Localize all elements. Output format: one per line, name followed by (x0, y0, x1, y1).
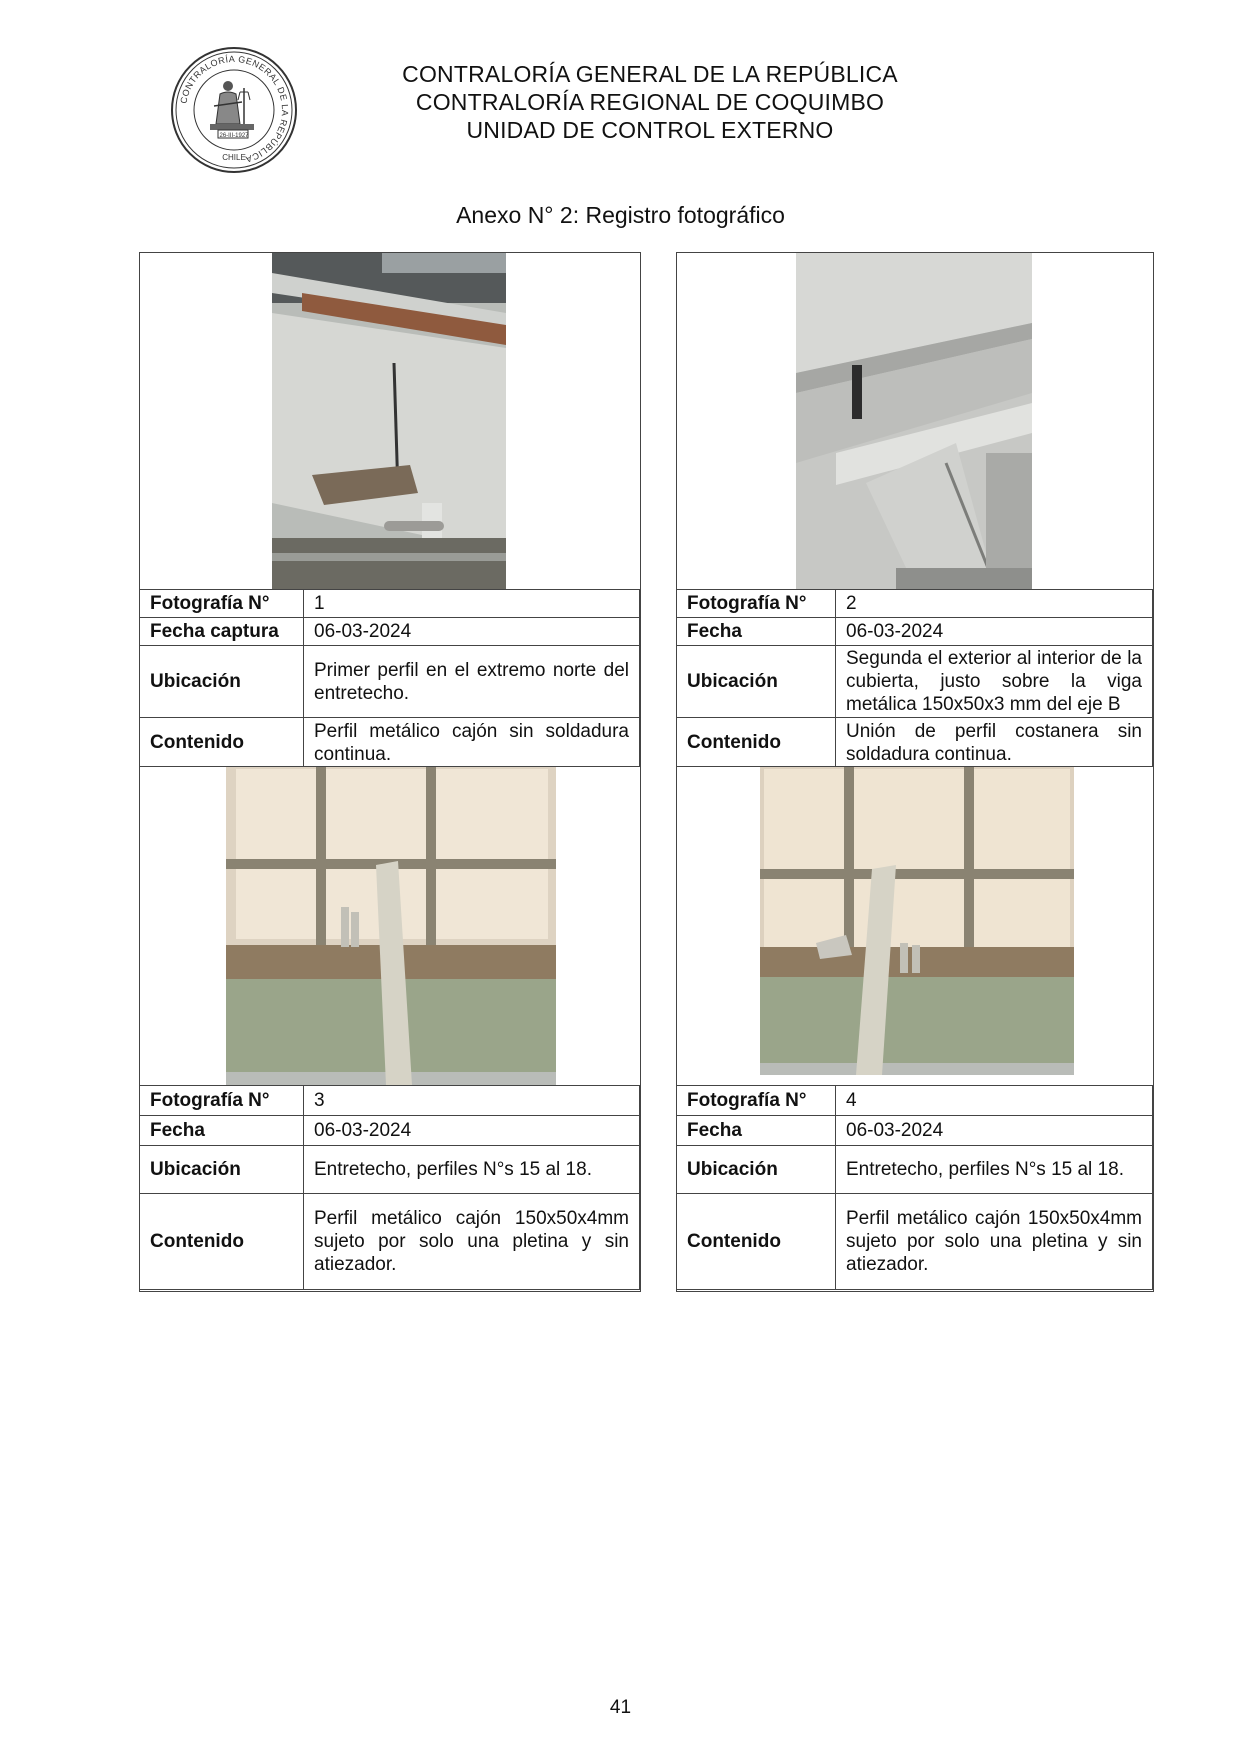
photo-number-label: Fotografía N° (677, 1086, 836, 1116)
photo-1-image (272, 253, 506, 589)
photo-1-info-table (139, 589, 640, 768)
photo-number-value: 1 (304, 590, 640, 618)
page-number: 41 (609, 1697, 632, 1718)
photo-card-4 (676, 766, 1154, 1292)
photo-number-value: 3 (304, 1086, 640, 1116)
content-label: Contenido (140, 1194, 304, 1290)
photo-number-label: Fotografía N° (677, 590, 836, 618)
date-value: 06-03-2024 (304, 1116, 640, 1146)
photo-2-info-table (676, 589, 1153, 768)
content-label: Contenido (677, 1194, 836, 1290)
content-label: Contenido (140, 718, 304, 768)
photo-cell-1 (140, 253, 640, 589)
content-label: Contenido (677, 718, 836, 768)
annex-title: Anexo N° 2: Registro fotográfico (456, 202, 785, 228)
location-value: Entretecho, perfiles N°s 15 al 18. (304, 1146, 640, 1194)
svg-text:CHILE: CHILE (222, 153, 246, 162)
location-value: Entretecho, perfiles N°s 15 al 18. (836, 1146, 1153, 1194)
date-label: Fecha (677, 618, 836, 646)
photo-card-1 (139, 252, 641, 768)
photo-number-value: 4 (836, 1086, 1153, 1116)
location-label: Ubicación (140, 646, 304, 718)
content-value: Unión de perfil costanera sin soldadura continua. (836, 718, 1153, 768)
photo-card-2 (676, 252, 1154, 768)
document-header (340, 60, 960, 144)
svg-text:26-III-1927: 26-III-1927 (219, 133, 249, 139)
date-value: 06-03-2024 (836, 1116, 1153, 1146)
photo-cell-3 (140, 767, 640, 1085)
date-value: 06-03-2024 (836, 618, 1153, 646)
photo-cell-4 (677, 767, 1153, 1085)
header-line-2: CONTRALORÍA REGIONAL DE COQUIMBO (415, 89, 885, 115)
photo-number-label: Fotografía N° (140, 590, 304, 618)
content-value: Perfil metálico cajón 150x50x4mm sujeto por solo una pletina y sin atiezador. (304, 1194, 640, 1290)
photo-2-image (796, 253, 1032, 589)
header-line-3: UNIDAD DE CONTROL EXTERNO (466, 117, 834, 143)
photo-4-info-table (676, 1085, 1153, 1290)
content-value: Perfil metálico cajón sin soldadura continua. (304, 718, 640, 768)
photo-3-image (226, 767, 556, 1085)
photo-3-info-table (139, 1085, 640, 1290)
contraloria-seal-logo (170, 46, 298, 174)
location-value: Segunda el exterior al interior de la cubierta, justo sobre la viga metálica 150x50x3 mm del eje B (836, 646, 1153, 718)
location-value: Primer perfil en el extremo norte del entretecho. (304, 646, 640, 718)
date-label: Fecha (140, 1116, 304, 1146)
content-value: Perfil metálico cajón 150x50x4mm sujeto por solo una pletina y sin atiezador. (836, 1194, 1153, 1290)
date-value: 06-03-2024 (304, 618, 640, 646)
photo-card-3 (139, 766, 641, 1292)
location-label: Ubicación (677, 646, 836, 718)
svg-text:CONTRALORÍA GENERAL DE LA REPÚ: CONTRALORÍA GENERAL DE LA REPÚBLICA (178, 53, 291, 165)
location-label: Ubicación (677, 1146, 836, 1194)
photo-number-value: 2 (836, 590, 1153, 618)
date-label: Fecha (677, 1116, 836, 1146)
location-label: Ubicación (140, 1146, 304, 1194)
photo-number-label: Fotografía N° (140, 1086, 304, 1116)
photo-4-image (760, 767, 1074, 1075)
date-label: Fecha captura (140, 618, 304, 646)
photo-cell-2 (677, 253, 1153, 589)
header-line-1: CONTRALORÍA GENERAL DE LA REPÚBLICA (402, 61, 898, 87)
